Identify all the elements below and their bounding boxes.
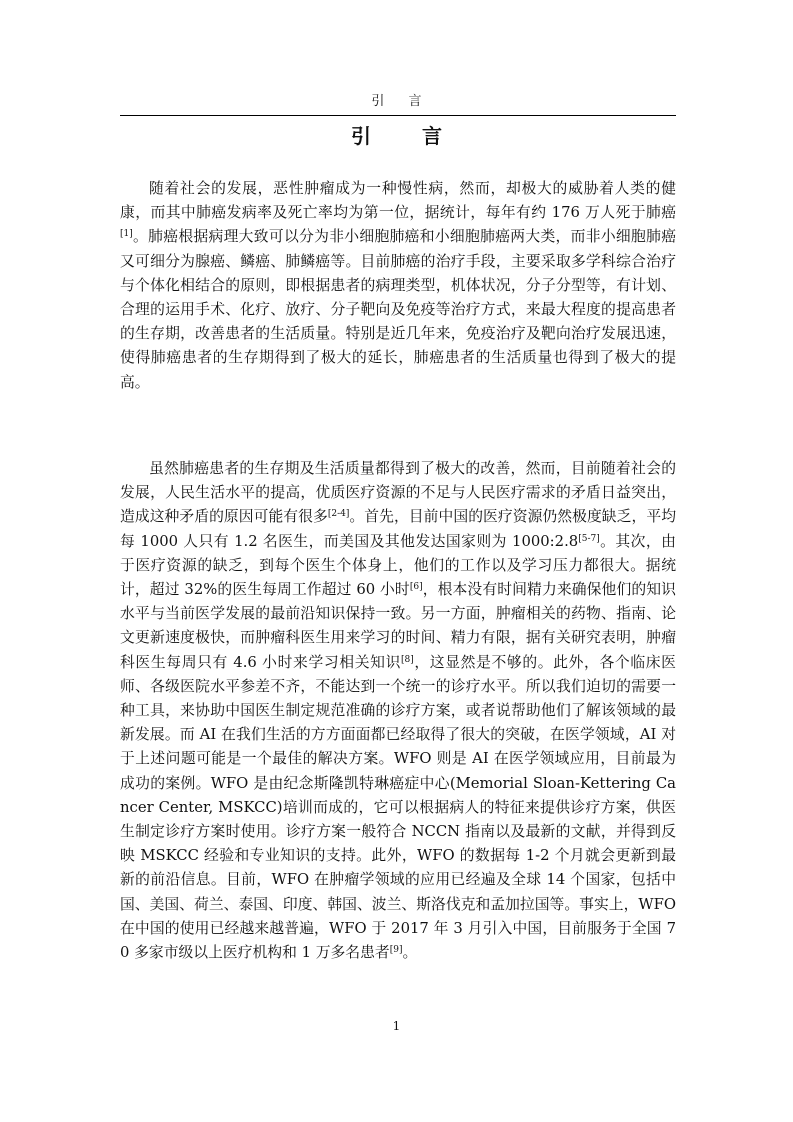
paragraph-text: 。首先，目前中国的医疗资源仍然极度缺乏，平均每 1000 人只有 1.2 名医生，而美国及其他发达国家则为 1000:2.8 bbox=[120, 508, 676, 550]
paragraph-text: ，根本没有时间精力来确保他们的知识水平与当前医学发展的最前沿知识保持一致。另一方面，肿瘤相关的药物、指南、论文更新速度极快，而肿瘤科医生用来学习的时间、精力有限，据有关研究表明，肿瘤科医生每周只有 4.6 小时来学习相关知识 bbox=[120, 581, 676, 671]
page-number: 1 bbox=[392, 1019, 401, 1033]
header-rule bbox=[120, 115, 676, 116]
paragraph-text: 随着社会的发展，恶性肿瘤成为一种慢性病，然而，却极大的威胁着人类的健康，而其中肺癌发病率及死亡率均为第一位，据统计，每年有约 176 万人死于肺癌 bbox=[120, 180, 676, 222]
citation-ref: [8] bbox=[401, 654, 414, 665]
paragraph-text: 虽然肺癌患者的生存期及生活质量都得到了极大的改善，然而，目前随着社会的发展，人民生活水平的提高，优质医疗资源的不足与人民医疗需求的矛盾日益突出，造成这种矛盾的原因可能有很多 bbox=[120, 460, 676, 526]
chapter-title: 引 言 bbox=[351, 124, 464, 148]
citation-ref: [5-7] bbox=[578, 533, 600, 544]
paragraph-text: 。 bbox=[402, 944, 418, 962]
citation-ref: [2-4] bbox=[327, 509, 350, 520]
paragraph-text: ，这显然是不够的。此外，各个临床医师、各级医院水平参差不齐，不能达到一个统一的诊疗水平。所以我们迫切的需要一种工具，来协助中国医生制定规范准确的诊疗方案，或者说帮助他们了解该领域的最新发展。而 AI 在我们生活的方方面面都已经取得了很大的突破，在医学领域，AI 对于上述问题可能是一个最佳的解决方案。WFO 则是 AI 在医学领域应用，目前最为成功的案例。WFO 是由纪念斯隆凯特琳癌症中心(Memorial Sloan-Kettering Cancer Center, MSKCC)培训而成的，它可以根据病人的特征来提供诊疗方案，供医生制定诊疗方案时使用。诊疗方案一般符合 NCCN 指南以及最新的文献，并得到反映 MSKCC 经验和专业知识的支持。此外，WFO 的数据每 1-2 个月就会更新到最新的前沿信息。目前，WFO 在肿瘤学领域的应用已经遍及全球 14 个国家，包括中国、美国、荷兰、泰国、印度、韩国、波兰、斯洛伐克和孟加拉国等。事实上，WFO 在中国的使用已经越来越普遍，WFO 于 2017 年 3 月引入中国，目前服务于全国 70 多家市级以上医疗机构和 1 万多名患者 bbox=[120, 653, 676, 962]
paragraph-text: 。肺癌根据病理大致可以分为非小细胞肺癌和小细胞肺癌两大类，而非小细胞肺癌又可细分为腺癌、鳞癌、肺鳞癌等。目前肺癌的治疗手段，主要采取多学科综合治疗与个体化相结合的原则，即根据患者的病理类型，机体状况，分子分型等，有计划、合理的运用手术、化疗、放疗、分子靶向及免疫等治疗方式，来最大程度的提高患者的生存期，改善患者的生活质量。特别是近几年来，免疫治疗及靶向治疗发展迅速，使得肺癌患者的生存期得到了极大的延长，肺癌患者的生活质量也得到了极大的提高。 bbox=[120, 228, 676, 391]
citation-ref: [6] bbox=[409, 582, 423, 593]
citation-ref: [9] bbox=[389, 945, 403, 956]
paragraph-text: 。其次，由于医疗资源的缺乏，到每个医生个体身上，他们的工作以及学习压力都很大。据统计，超过 32%的医生每周工作超过 60 小时 bbox=[120, 532, 676, 599]
paragraph-1 bbox=[120, 177, 676, 395]
paragraph-2 bbox=[120, 457, 676, 965]
citation-ref: [1] bbox=[120, 229, 133, 240]
running-header: 引 言 bbox=[371, 94, 432, 109]
